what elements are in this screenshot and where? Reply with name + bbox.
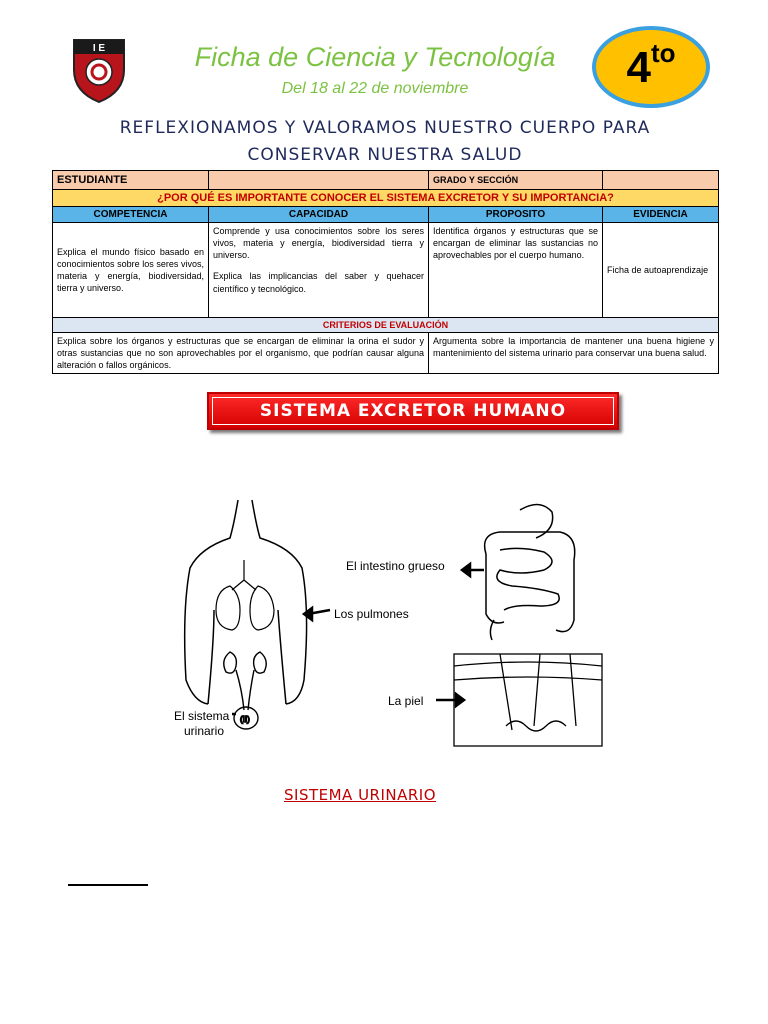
- grade-section-label: GRADO Y SECCIÓN: [429, 171, 603, 190]
- capacidad-text-1: Comprende y usa conocimientos sobre los seres vivos, materia y energía, biodiversidad tierra y universo.: [213, 226, 424, 261]
- guiding-question: ¿POR QUÉ ES IMPORTANTE CONOCER EL SISTEMA EXCRETOR Y SU IMPORTANCIA?: [53, 190, 719, 207]
- headline-line-1: REFLEXIONAMOS Y VALORAMOS NUESTRO CUERPO PARA: [119, 118, 651, 138]
- page-title: Ficha de Ciencia y Tecnología: [194, 42, 556, 72]
- excretory-system-illustration: [160, 490, 610, 755]
- header-competencia: COMPETENCIA: [53, 207, 209, 223]
- header-evidencia: EVIDENCIA: [603, 207, 719, 223]
- torso-outline: [185, 500, 307, 704]
- grade-badge: [592, 26, 710, 108]
- criteria-1: Explica sobre los órganos y estructuras que se encargan de eliminar la orina el sudor y otras sustancias que no son aprovechables por el organismo, que podrían causar alguna alteración o fallos orgánicos.: [53, 333, 429, 374]
- urinary-drawing: [224, 652, 267, 729]
- section-title: SISTEMA URINARIO: [284, 786, 437, 804]
- cell-competencia: Explica el mundo físico basado en conocimientos sobre los seres vivos, materia y energía, biodiversidad, tierra y universo.: [53, 223, 209, 318]
- lungs-drawing: [216, 560, 274, 630]
- header-proposito: PROPOSITO: [429, 207, 603, 223]
- label-intestine: El intestino grueso: [346, 559, 445, 573]
- info-table: [52, 170, 719, 374]
- headline-line-2: CONSERVAR NUESTRA SALUD: [247, 145, 523, 165]
- label-skin: La piel: [388, 694, 424, 708]
- date-range: Del 18 al 22 de noviembre: [281, 80, 469, 97]
- criteria-header: CRITERIOS DE EVALUACIÓN: [53, 318, 719, 333]
- pointer-arrows: [232, 564, 484, 714]
- section-banner: [207, 392, 619, 430]
- student-row: [53, 171, 719, 190]
- column-headers: [53, 207, 719, 223]
- label-urinary-2: urinario: [184, 724, 225, 738]
- grade-number: 4: [626, 43, 651, 92]
- criteria-2: Argumenta sobre la importancia de mantener una buena higiene y mantenimiento del sistema urinario para conservar una buena salud.: [429, 333, 719, 374]
- logo-letters: I E: [92, 43, 106, 54]
- header-capacidad: CAPACIDAD: [209, 207, 429, 223]
- grade-section-field[interactable]: [603, 171, 719, 190]
- answer-blank-line: [68, 884, 148, 886]
- school-logo: [70, 36, 128, 104]
- student-label: ESTUDIANTE: [53, 171, 209, 190]
- label-urinary-1: El sistema: [174, 709, 230, 723]
- grade-suffix: to: [650, 38, 676, 68]
- cell-evidencia: Ficha de autoaprendizaje: [603, 223, 719, 318]
- cell-proposito: Identifica órganos y estructuras que se encargan de eliminar las sustancias no aprovechables por el cuerpo humano.: [429, 223, 603, 318]
- intestine-drawing: [485, 504, 575, 640]
- capacidad-text-2: Explica las implicancias del saber y quehacer científico y tecnológico.: [213, 271, 424, 294]
- label-lungs: Los pulmones: [334, 607, 409, 621]
- skin-drawing: [454, 654, 602, 746]
- svg-text:(!!): (!!): [240, 715, 250, 724]
- student-name-field[interactable]: [209, 171, 429, 190]
- cell-capacidad: [209, 223, 429, 318]
- banner-text: SISTEMA EXCRETOR HUMANO: [212, 397, 614, 425]
